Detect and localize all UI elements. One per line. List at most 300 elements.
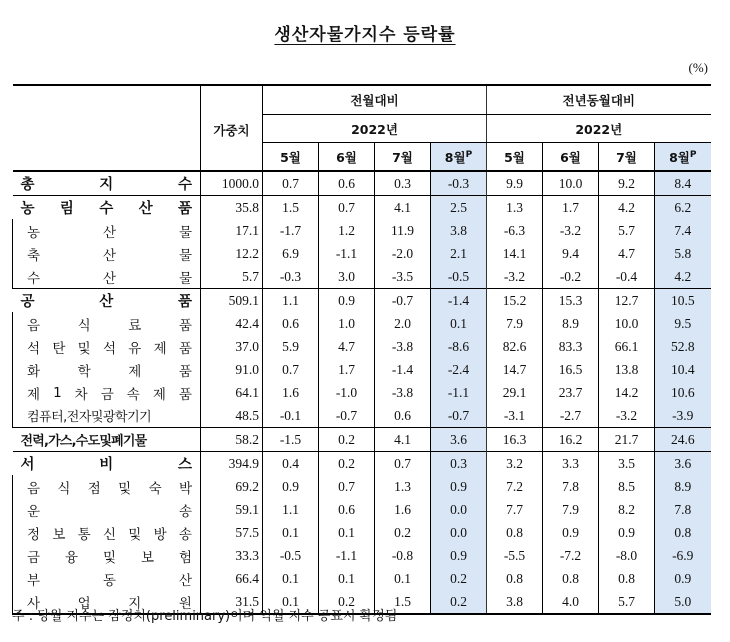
row-weight: 35.8 (201, 196, 263, 220)
table-row (13, 381, 711, 404)
row-label (13, 312, 201, 335)
row-mom-value: -3.5 (375, 265, 431, 289)
table-row (13, 498, 711, 521)
row-label-char: 학 (77, 363, 91, 380)
row-mom-value: -3.8 (375, 381, 431, 404)
row-label (13, 196, 201, 220)
row-mom-value: 0.7 (263, 358, 319, 381)
row-mom-value: 0.1 (319, 567, 375, 590)
row-mom-value: -0.7 (319, 404, 375, 428)
row-weight: 17.1 (201, 219, 263, 242)
row-yoy-value: 3.6 (655, 452, 711, 476)
row-weight: 509.1 (201, 289, 263, 313)
row-mom-value: 0.6 (319, 171, 375, 196)
row-yoy-value: 5.7 (599, 590, 655, 614)
ppi-change-table (12, 84, 711, 615)
row-label-char: 스 (177, 457, 192, 473)
row-mom-value: 0.9 (431, 544, 487, 567)
row-label-char: 부 (27, 572, 41, 589)
row-mom-value: 2.0 (375, 312, 431, 335)
row-label-char: 및 (128, 526, 142, 543)
row-yoy-value: -6.3 (487, 219, 543, 242)
row-mom-value: 0.9 (263, 475, 319, 498)
row-label-char: 금 (100, 386, 114, 403)
row-mom-value: 0.7 (319, 196, 375, 220)
table-row (13, 452, 711, 476)
row-mom-value: 0.1 (319, 521, 375, 544)
row-label (13, 544, 201, 567)
row-yoy-value: 10.5 (655, 289, 711, 313)
row-label-char: 료 (128, 317, 142, 334)
header-mom-group: 전월대비 (263, 85, 487, 115)
row-label-char: 축 (27, 247, 41, 264)
row-yoy-value: 10.0 (543, 171, 599, 196)
table-title: 생산자물가지수 등락률 (274, 25, 456, 45)
table-row (13, 171, 711, 196)
row-label-char: 물 (178, 270, 192, 287)
row-label-char: 차 (74, 386, 88, 403)
row-mom-value: -1.7 (263, 219, 319, 242)
row-mom-value: -8.6 (431, 335, 487, 358)
row-label-char: 석 (102, 340, 116, 357)
row-mom-value: 0.7 (375, 452, 431, 476)
row-yoy-value: 14.2 (599, 381, 655, 404)
row-yoy-value: 1.7 (543, 196, 599, 220)
row-label-char: 공 (20, 294, 35, 310)
row-yoy-value: 24.6 (655, 428, 711, 452)
row-label-char: 제 (27, 386, 41, 403)
row-mom-value: 0.6 (263, 312, 319, 335)
row-label-char: 산 (102, 270, 117, 287)
row-weight: 33.3 (201, 544, 263, 567)
row-yoy-value: 10.6 (655, 381, 711, 404)
row-mom-value: -1.1 (319, 544, 375, 567)
row-yoy-value: 7.9 (487, 312, 543, 335)
header-blank (13, 85, 201, 171)
row-mom-value: 0.4 (263, 452, 319, 476)
row-yoy-value: 0.9 (543, 521, 599, 544)
row-label (13, 498, 201, 521)
row-mom-value: 1.7 (319, 358, 375, 381)
row-label-char: 제 (128, 363, 142, 380)
row-label-char: 보 (140, 549, 154, 566)
row-mom-value: -1.1 (431, 381, 487, 404)
row-yoy-value: 9.9 (487, 171, 543, 196)
row-yoy-value: 14.7 (487, 358, 543, 381)
row-weight: 37.0 (201, 335, 263, 358)
row-mom-value: 0.1 (263, 521, 319, 544)
row-mom-value: -1.4 (375, 358, 431, 381)
row-yoy-value: -3.2 (599, 404, 655, 428)
row-label-char: 업 (77, 595, 91, 612)
row-yoy-value: -8.0 (599, 544, 655, 567)
row-mom-value: 0.6 (319, 498, 375, 521)
row-yoy-value: 13.8 (599, 358, 655, 381)
row-mom-value: -0.5 (431, 265, 487, 289)
row-label-char: 식 (57, 480, 71, 497)
row-yoy-value: 8.9 (655, 475, 711, 498)
row-label-char: 제 (152, 386, 166, 403)
row-label-char: 화 (27, 363, 41, 380)
row-mom-value: 0.2 (319, 452, 375, 476)
row-mom-value: -1.0 (319, 381, 375, 404)
row-mom-value: 2.5 (431, 196, 487, 220)
row-yoy-value: 0.8 (543, 567, 599, 590)
row-yoy-value: -2.7 (543, 404, 599, 428)
row-weight: 69.2 (201, 475, 263, 498)
row-yoy-value: 4.7 (599, 242, 655, 265)
row-label-char: 지 (99, 177, 114, 193)
table-row (13, 521, 711, 544)
row-label-char: 농 (27, 224, 41, 241)
table-row (13, 312, 711, 335)
row-yoy-value: -3.2 (487, 265, 543, 289)
row-label-char: 림 (59, 201, 74, 217)
row-yoy-value: 29.1 (487, 381, 543, 404)
table-row (13, 289, 711, 313)
row-label-char: 동 (102, 572, 117, 589)
row-yoy-value: 16.3 (487, 428, 543, 452)
row-yoy-value: 4.0 (543, 590, 599, 614)
table-row (13, 428, 711, 452)
row-yoy-value: 0.9 (655, 567, 711, 590)
row-mom-value: 1.1 (263, 289, 319, 313)
row-yoy-value: 6.2 (655, 196, 711, 220)
row-yoy-value: 7.9 (543, 498, 599, 521)
row-label (13, 428, 201, 452)
row-yoy-value: 0.8 (487, 567, 543, 590)
row-yoy-value: 23.7 (543, 381, 599, 404)
row-mom-value: 3.0 (319, 265, 375, 289)
header-mom-jul: 7월 (375, 143, 431, 172)
row-weight: 58.2 (201, 428, 263, 452)
row-weight: 5.7 (201, 265, 263, 289)
row-mom-value: -2.4 (431, 358, 487, 381)
row-label-char: 농 (20, 201, 35, 217)
row-label-char: 송 (178, 526, 192, 543)
row-mom-value: 0.2 (431, 590, 487, 614)
row-label (13, 452, 201, 476)
row-mom-value: -0.3 (431, 171, 487, 196)
row-weight: 48.5 (201, 404, 263, 428)
row-mom-value: -0.7 (431, 404, 487, 428)
row-label-char: 유 (128, 340, 142, 357)
table-row (13, 265, 711, 289)
row-mom-value: 4.7 (319, 335, 375, 358)
table-row (13, 358, 711, 381)
unit-label: (%) (688, 60, 708, 75)
row-yoy-value: 7.4 (655, 219, 711, 242)
row-label (13, 404, 201, 428)
row-yoy-value: 9.4 (543, 242, 599, 265)
row-mom-value: 3.6 (431, 428, 487, 452)
row-mom-value: 0.3 (431, 452, 487, 476)
row-yoy-value: -0.2 (543, 265, 599, 289)
row-label-char: 산 (99, 294, 114, 310)
row-label-char: 및 (118, 480, 132, 497)
row-yoy-value: 8.9 (543, 312, 599, 335)
row-label-char: 탄 (52, 340, 66, 357)
row-weight: 12.2 (201, 242, 263, 265)
row-mom-value: 3.8 (431, 219, 487, 242)
row-label-char: 사 (27, 595, 41, 612)
row-mom-value: 1.0 (319, 312, 375, 335)
row-mom-value: 1.3 (375, 475, 431, 498)
row-label-char: 산 (138, 201, 153, 217)
row-yoy-value: 3.8 (487, 590, 543, 614)
header-yoy-group: 전년동월대비 (487, 85, 711, 115)
table-row (13, 335, 711, 358)
row-mom-value: 1.6 (375, 498, 431, 521)
row-mom-value: 0.6 (375, 404, 431, 428)
row-weight: 91.0 (201, 358, 263, 381)
row-mom-value: 0.0 (431, 498, 487, 521)
row-yoy-value: 66.1 (599, 335, 655, 358)
row-yoy-value: 14.1 (487, 242, 543, 265)
row-label (13, 358, 201, 381)
row-mom-value: -0.5 (263, 544, 319, 567)
row-label (13, 265, 201, 289)
row-label-char: 박 (178, 480, 192, 497)
row-mom-value: 11.9 (375, 219, 431, 242)
row-mom-value: -0.8 (375, 544, 431, 567)
row-label-char: 품 (177, 294, 192, 310)
row-yoy-value: 0.9 (599, 521, 655, 544)
row-yoy-value: 15.3 (543, 289, 599, 313)
row-mom-value: 0.9 (319, 289, 375, 313)
row-yoy-value: 4.2 (599, 196, 655, 220)
row-yoy-value: 0.8 (599, 567, 655, 590)
row-yoy-value: 12.7 (599, 289, 655, 313)
row-label-char: 음 (27, 317, 41, 334)
row-weight: 394.9 (201, 452, 263, 476)
row-label (13, 219, 201, 242)
row-label-char: 수 (27, 270, 41, 287)
header-yoy-jun: 6월 (543, 143, 599, 172)
row-yoy-value: 8.4 (655, 171, 711, 196)
row-mom-value: 0.1 (263, 590, 319, 614)
header-yoy-aug: 8월$^P$ (655, 143, 711, 172)
row-mom-value: 0.1 (375, 567, 431, 590)
row-yoy-value: 83.3 (543, 335, 599, 358)
row-yoy-value: 9.2 (599, 171, 655, 196)
row-weight: 42.4 (201, 312, 263, 335)
row-mom-value: 0.7 (263, 171, 319, 196)
row-yoy-value: 9.5 (655, 312, 711, 335)
row-yoy-value: 4.2 (655, 265, 711, 289)
row-label (13, 381, 201, 404)
row-label-char: 식 (77, 317, 91, 334)
row-label-char: 산 (102, 247, 117, 264)
row-mom-value: -0.7 (375, 289, 431, 313)
row-label-char: 융 (64, 549, 79, 566)
row-label-char: 수 (99, 201, 114, 217)
header-yoy-year: 2022년 (487, 115, 711, 143)
header-yoy-may: 5월 (487, 143, 543, 172)
row-label-char: 품 (178, 340, 192, 357)
header-weight: 가중치 (201, 85, 263, 143)
row-label-char: 음 (27, 480, 41, 497)
table-row (13, 219, 711, 242)
row-label-char: 숙 (148, 480, 162, 497)
row-label-char: 제 (153, 340, 167, 357)
row-weight: 31.5 (201, 590, 263, 614)
row-yoy-value: 16.5 (543, 358, 599, 381)
row-yoy-value: 3.3 (543, 452, 599, 476)
row-label-char: 산 (178, 572, 192, 589)
row-label-char: 정 (27, 526, 41, 543)
row-label-char: 통 (77, 526, 91, 543)
row-label-char: 운 (27, 503, 41, 520)
row-label-char: 물 (178, 247, 192, 264)
row-label (13, 567, 201, 590)
row-mom-value: 0.2 (431, 567, 487, 590)
row-label-char: 속 (126, 386, 140, 403)
row-label-char: 비 (99, 457, 114, 473)
row-mom-value: -1.5 (263, 428, 319, 452)
row-label-char: 및 (102, 549, 117, 566)
row-mom-value: 0.3 (375, 171, 431, 196)
row-label-char: 험 (178, 549, 192, 566)
row-label (13, 335, 201, 358)
row-yoy-value: 8.2 (599, 498, 655, 521)
row-mom-value: -1.4 (431, 289, 487, 313)
row-label-char: 원 (178, 595, 192, 612)
row-mom-value: 1.5 (375, 590, 431, 614)
row-label-char: 지 (128, 595, 142, 612)
row-yoy-value: 10.4 (655, 358, 711, 381)
row-yoy-value: 7.7 (487, 498, 543, 521)
row-yoy-value: 8.5 (599, 475, 655, 498)
row-label-char: 및 (77, 340, 91, 357)
row-label-char: 1 (53, 384, 62, 401)
row-label (13, 171, 201, 196)
row-mom-value: 0.2 (319, 428, 375, 452)
row-label-char: 신 (102, 526, 116, 543)
row-mom-value: 1.1 (263, 498, 319, 521)
row-mom-value: -1.1 (319, 242, 375, 265)
row-mom-value: 0.1 (263, 567, 319, 590)
row-mom-value: -2.0 (375, 242, 431, 265)
table-row (13, 196, 711, 220)
row-label-char: 송 (178, 503, 192, 520)
row-yoy-value: 7.8 (655, 498, 711, 521)
row-mom-value: 6.9 (263, 242, 319, 265)
row-label-char: 산 (102, 224, 117, 241)
row-label-char: 컴퓨터,전자및광학기기 (27, 410, 152, 425)
header-yoy-jul: 7월 (599, 143, 655, 172)
row-mom-value: 0.1 (431, 312, 487, 335)
row-label-char: 점 (87, 480, 101, 497)
row-yoy-value: -3.9 (655, 404, 711, 428)
row-yoy-value: -5.5 (487, 544, 543, 567)
row-yoy-value: 15.2 (487, 289, 543, 313)
row-mom-value: 5.9 (263, 335, 319, 358)
header-mom-aug: 8월$^P$ (431, 143, 487, 172)
row-mom-value: 1.5 (263, 196, 319, 220)
row-yoy-value: -7.2 (543, 544, 599, 567)
row-yoy-value: 10.0 (599, 312, 655, 335)
header-mom-year: 2022년 (263, 115, 487, 143)
row-weight: 64.1 (201, 381, 263, 404)
row-yoy-value: 7.8 (543, 475, 599, 498)
row-yoy-value: 0.8 (487, 521, 543, 544)
header-weight-blank (201, 143, 263, 172)
row-yoy-value: -0.4 (599, 265, 655, 289)
row-label-char: 품 (178, 386, 192, 403)
row-yoy-value: -6.9 (655, 544, 711, 567)
header-mom-may: 5월 (263, 143, 319, 172)
row-label-char: 품 (177, 201, 192, 217)
row-label-char: 물 (178, 224, 192, 241)
row-mom-value: 1.2 (319, 219, 375, 242)
row-label-char: 품 (178, 363, 192, 380)
footnote: 주 : 당월 지수는 잠정치(preliminary)이며 익월 지수 공표시 확정됨 (12, 609, 398, 624)
table-row (13, 475, 711, 498)
row-label-char: 품 (178, 317, 192, 334)
row-mom-value: 0.2 (375, 521, 431, 544)
table-row (13, 242, 711, 265)
row-yoy-value: 0.8 (655, 521, 711, 544)
row-mom-value: 0.9 (431, 475, 487, 498)
row-mom-value: 1.6 (263, 381, 319, 404)
row-yoy-value: 52.8 (655, 335, 711, 358)
row-weight: 66.4 (201, 567, 263, 590)
row-label (13, 475, 201, 498)
row-mom-value: 0.7 (319, 475, 375, 498)
row-yoy-value: -3.2 (543, 219, 599, 242)
row-label-char: 석 (27, 340, 41, 357)
row-label-char: 보 (52, 526, 66, 543)
table-row (13, 404, 711, 428)
row-yoy-value: 16.2 (543, 428, 599, 452)
row-weight: 1000.0 (201, 171, 263, 196)
row-weight: 59.1 (201, 498, 263, 521)
row-label (13, 242, 201, 265)
table-row (13, 544, 711, 567)
row-yoy-value: 3.2 (487, 452, 543, 476)
row-mom-value: -3.8 (375, 335, 431, 358)
row-mom-value: 4.1 (375, 428, 431, 452)
row-label-char: 금 (27, 549, 41, 566)
row-weight: 57.5 (201, 521, 263, 544)
row-mom-value: 0.0 (431, 521, 487, 544)
row-label (13, 521, 201, 544)
row-yoy-value: 5.0 (655, 590, 711, 614)
row-mom-value: -0.1 (263, 404, 319, 428)
row-mom-value: 0.2 (319, 590, 375, 614)
table-row (13, 567, 711, 590)
header-mom-jun: 6월 (319, 143, 375, 172)
row-yoy-value: 7.2 (487, 475, 543, 498)
row-yoy-value: 82.6 (487, 335, 543, 358)
row-label-char: 수 (177, 177, 192, 193)
row-yoy-value: -3.1 (487, 404, 543, 428)
row-label (13, 289, 201, 313)
row-yoy-value: 3.5 (599, 452, 655, 476)
row-mom-value: 2.1 (431, 242, 487, 265)
row-label-char: 방 (153, 526, 167, 543)
row-yoy-value: 21.7 (599, 428, 655, 452)
row-yoy-value: 5.7 (599, 219, 655, 242)
row-mom-value: -0.3 (263, 265, 319, 289)
row-mom-value: 4.1 (375, 196, 431, 220)
row-label-char: 전력,가스,수도및폐기물 (20, 434, 147, 449)
row-label-char: 서 (20, 457, 35, 473)
row-yoy-value: 5.8 (655, 242, 711, 265)
row-yoy-value: 1.3 (487, 196, 543, 220)
row-label-char: 총 (20, 177, 35, 193)
